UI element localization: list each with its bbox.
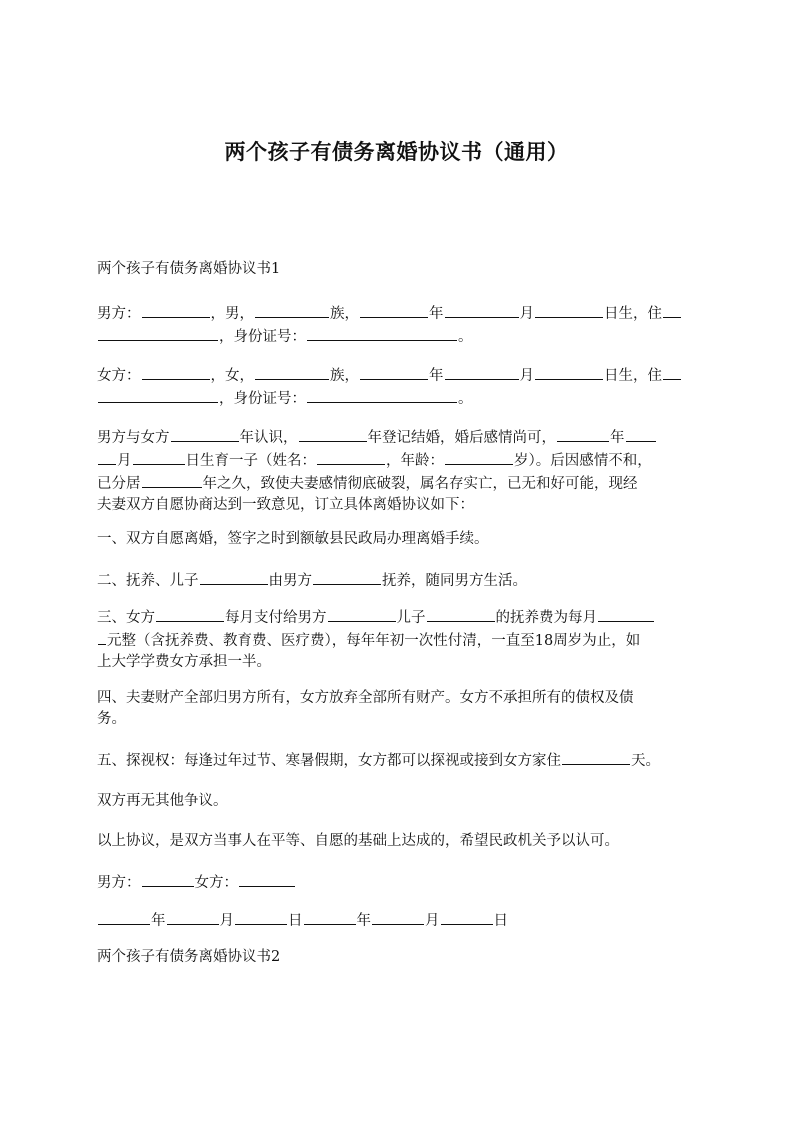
blank-field xyxy=(255,364,329,380)
clause-3-text-d: 的抚养费为每月 xyxy=(495,610,597,626)
blank-field xyxy=(167,909,219,925)
blank-field xyxy=(557,426,609,442)
blank-field xyxy=(307,325,457,341)
man-gender: ，男， xyxy=(210,306,254,322)
blank-field xyxy=(239,871,295,887)
blank-field xyxy=(98,909,150,925)
date-line xyxy=(97,909,703,932)
woman-birth: 日生，住 xyxy=(604,368,662,384)
blank-field xyxy=(317,449,385,465)
clause-4 xyxy=(97,688,703,730)
clause-3-text-b: 每月支付给男方 xyxy=(225,610,327,626)
date-day-label: 日 xyxy=(288,913,303,929)
clause-2 xyxy=(97,569,703,592)
p3-text-c: 年登记结婚，婚后感情尚可， xyxy=(367,430,556,446)
clause-3 xyxy=(97,606,703,673)
man-year: 年 xyxy=(429,306,444,322)
blank-field xyxy=(562,749,630,765)
blank-field xyxy=(156,606,224,622)
p3-text-e: 月 xyxy=(117,453,132,469)
blank-field xyxy=(360,302,428,318)
date-month-label: 月 xyxy=(425,913,440,929)
clause-4-text-a: 四、夫妻财产全部归男方所有，女方放弃全部所有财产。女方不承担所有的债权及债 xyxy=(97,690,634,706)
blank-field xyxy=(372,909,424,925)
blank-field xyxy=(304,909,356,925)
blank-field xyxy=(171,426,239,442)
signature-line xyxy=(97,871,703,894)
blank-field xyxy=(98,325,218,341)
blank-field xyxy=(445,449,513,465)
blank-field xyxy=(142,364,210,380)
document-title: 两个孩子有债务离婚协议书（通用） xyxy=(224,140,569,164)
clause-2-text-b: 由男方 xyxy=(268,573,312,589)
clause-3-text-e: 元整（含抚养费、教育费、医疗费），每年年初一次性付清，一直至18周岁为止，如 xyxy=(107,633,641,649)
blank-field xyxy=(535,302,603,318)
woman-ethnic: 族， xyxy=(330,368,359,384)
p3-text-k: 夫妻双方自愿协商达到一致意见，订立具体离婚协议如下： xyxy=(97,497,474,513)
blank-field xyxy=(299,426,367,442)
clause-5-text-b: 天。 xyxy=(631,753,660,769)
blank-field xyxy=(445,302,519,318)
man-info-paragraph xyxy=(97,302,703,348)
blank-field xyxy=(98,629,106,645)
p3-text-a: 男方与女方 xyxy=(97,430,170,446)
blank-field xyxy=(142,472,202,488)
approval-line: 以上协议，是双方当事人在平等、自愿的基础上达成的，希望民政机关予以认可。 xyxy=(97,833,619,849)
blank-field xyxy=(598,606,654,622)
signature-woman-label: 女方： xyxy=(194,875,238,891)
blank-field xyxy=(313,569,381,585)
clause-3-text-c: 儿子 xyxy=(396,610,426,626)
blank-field xyxy=(626,426,656,442)
woman-gender: ，女， xyxy=(210,368,254,384)
woman-info-paragraph xyxy=(97,364,703,410)
section-heading-1: 两个孩子有债务离婚协议书1 xyxy=(97,261,281,277)
date-month-label: 月 xyxy=(219,913,234,929)
blank-field xyxy=(360,364,428,380)
blank-field xyxy=(441,909,493,925)
clause-3-text-f: 上大学学费女方承担一半。 xyxy=(97,654,271,670)
p3-text-g: ，年龄： xyxy=(386,453,444,469)
section-heading-2: 两个孩子有债务离婚协议书2 xyxy=(97,949,281,965)
blank-field xyxy=(255,302,329,318)
blank-field xyxy=(98,449,116,465)
blank-field xyxy=(142,302,210,318)
p3-text-d: 年 xyxy=(610,430,625,446)
blank-field xyxy=(133,449,185,465)
blank-field xyxy=(663,364,681,380)
blank-field xyxy=(98,387,218,403)
clause-2-text-a: 二、抚养、儿子 xyxy=(97,573,199,589)
p3-text-j: 年之久，致使夫妻感情彻底破裂，属名存实亡，已无和好可能，现经 xyxy=(202,476,638,492)
woman-end: 。 xyxy=(458,391,473,407)
blank-field xyxy=(663,302,681,318)
blank-field xyxy=(307,387,457,403)
blank-field xyxy=(235,909,287,925)
date-year-label: 年 xyxy=(151,913,166,929)
woman-label: 女方： xyxy=(97,368,141,384)
blank-field xyxy=(427,606,495,622)
marriage-paragraph xyxy=(97,426,703,516)
date-year-label: 年 xyxy=(356,913,371,929)
man-month: 月 xyxy=(519,306,534,322)
blank-field xyxy=(445,364,519,380)
no-dispute-line: 双方再无其他争议。 xyxy=(97,793,228,809)
p3-text-b: 年认识， xyxy=(239,430,298,446)
woman-year: 年 xyxy=(429,368,444,384)
clause-2-text-c: 抚养，随同男方生活。 xyxy=(382,573,527,589)
man-birth: 日生，住 xyxy=(604,306,662,322)
clause-5 xyxy=(97,749,703,772)
p3-text-f: 日生育一子（姓名： xyxy=(185,453,316,469)
clause-1: 一、双方自愿离婚，签字之时到额敏县民政局办理离婚手续。 xyxy=(97,531,489,547)
man-label: 男方： xyxy=(97,306,141,322)
clause-4-text-b: 务。 xyxy=(97,711,126,727)
blank-field xyxy=(200,569,268,585)
signature-man-label: 男方： xyxy=(97,875,141,891)
woman-month: 月 xyxy=(519,368,534,384)
man-ethnic: 族， xyxy=(330,306,359,322)
man-id-label: ，身份证号： xyxy=(219,329,306,345)
blank-field xyxy=(535,364,603,380)
date-day-label: 日 xyxy=(493,913,508,929)
p3-text-i: 已分居 xyxy=(97,476,141,492)
man-end: 。 xyxy=(458,329,473,345)
clause-5-text-a: 五、探视权：每逢过年过节、寒暑假期，女方都可以探视或接到女方家住 xyxy=(97,753,561,769)
clause-3-text-a: 三、女方 xyxy=(97,610,155,626)
woman-id-label: ，身份证号： xyxy=(219,391,306,407)
p3-text-h: 岁）。后因感情不和， xyxy=(514,453,652,469)
blank-field xyxy=(142,871,194,887)
blank-field xyxy=(328,606,396,622)
